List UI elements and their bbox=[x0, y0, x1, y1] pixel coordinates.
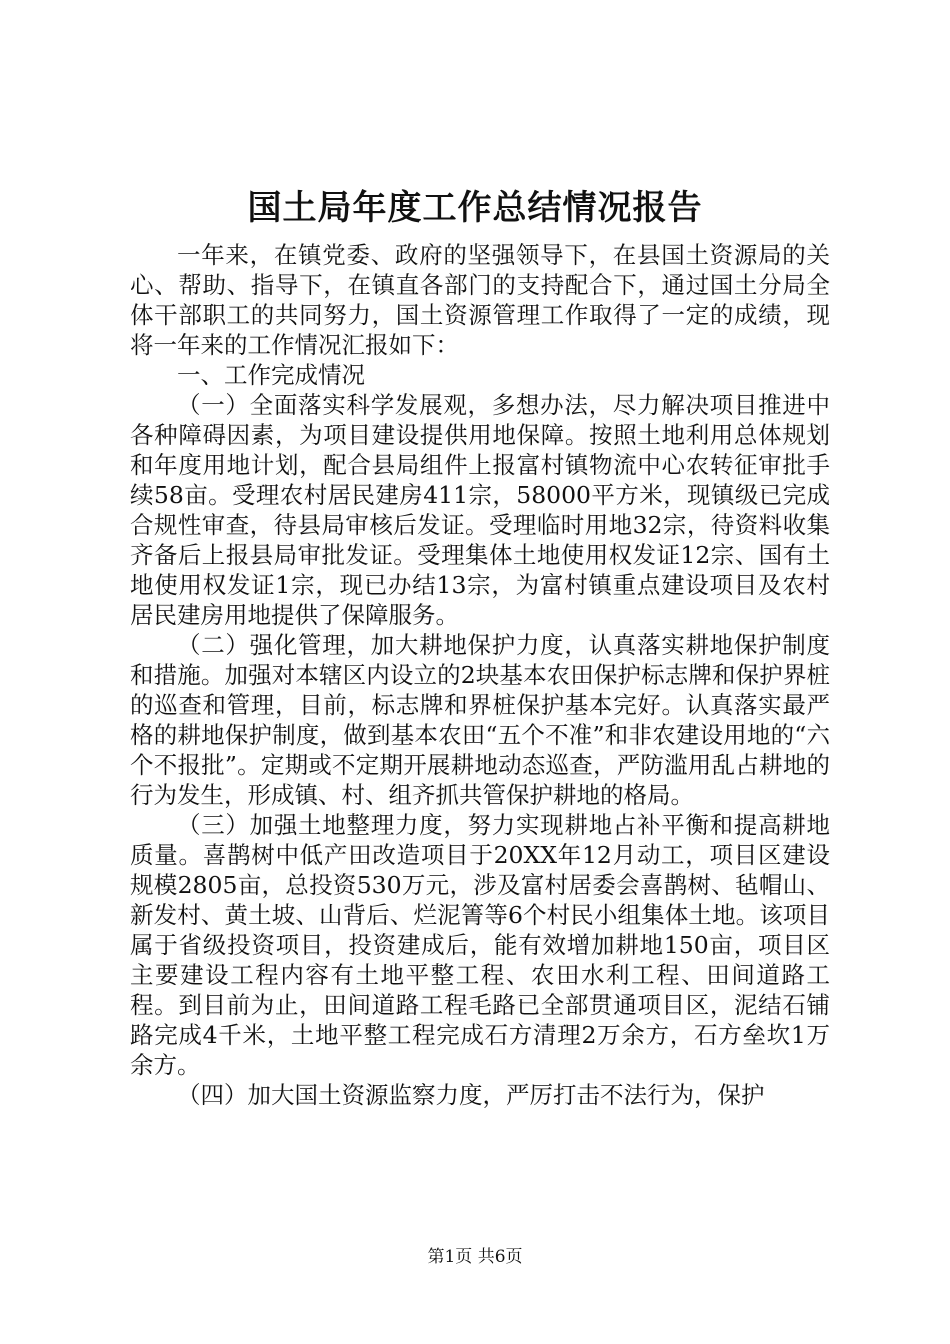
section-heading-1: 一、工作完成情况 bbox=[177, 361, 365, 389]
document-title: 国土局年度工作总结情况报告 bbox=[247, 188, 703, 228]
paragraph-item-4: （四）加大国土资源监察力度，严厉打击不法行为，保护 bbox=[177, 1081, 765, 1109]
paragraph-intro: 一年来，在镇党委、政府的坚强领导下，在县国土资源局的关心、帮助、指导下，在镇直各部门的支持配合下，通过国土分局全体干部职工的共同努力，国土资源管理工作取得了一定的成绩，现将一年来的工作情况汇报如下： bbox=[130, 241, 830, 359]
paragraph-item-2: （二）强化管理，加大耕地保护力度，认真落实耕地保护制度和措施。加强对本辖区内设立的2块基本农田保护标志牌和保护界桩的巡查和管理，目前，标志牌和界桩保护基本完好。认真落实最严格的耕地保护制度，做到基本农田“五个不准”和非农建设用地的“六个不报批”。定期或不定期开展耕地动态巡查，严防滥用乱占耕地的行为发生，形成镇、村、组齐抓共管保护耕地的格局。 bbox=[130, 631, 830, 809]
document-body bbox=[130, 240, 830, 1110]
paragraph-item-1: （一）全面落实科学发展观，多想办法，尽力解决项目推进中各种障碍因素，为项目建设提供用地保障。按照土地利用总体规划和年度用地计划，配合县局组件上报富村镇物流中心农转征审批手续58亩。受理农村居民建房411宗，58000平方米，现镇级已完成合规性审查，待县局审核后发证。受理临时用地32宗，待资料收集齐备后上报县局审批发证。受理集体土地使用权发证12宗、国有土地使用权发证1宗，现已办结13宗，为富村镇重点建设项目及农村居民建房用地提供了保障服务。 bbox=[130, 391, 830, 629]
paragraph-item-3: （三）加强土地整理力度，努力实现耕地占补平衡和提高耕地质量。喜鹊树中低产田改造项目于20XX年12月动工，项目区建设规模2805亩，总投资530万元，涉及富村居委会喜鹊树、毡帽山、新发村、黄土坡、山背后、烂泥箐等6个村民小组集体土地。该项目属于省级投资项目，投资建成后，能有效增加耕地150亩，项目区主要建设工程内容有土地平整工程、农田水利工程、田间道路工程。到目前为止，田间道路工程毛路已全部贯通项目区，泥结石铺路完成4千米，土地平整工程完成石方清理2万余方，石方垒坎1万余方。 bbox=[130, 811, 830, 1079]
page-number-footer: 第1页 共6页 bbox=[427, 1247, 523, 1267]
